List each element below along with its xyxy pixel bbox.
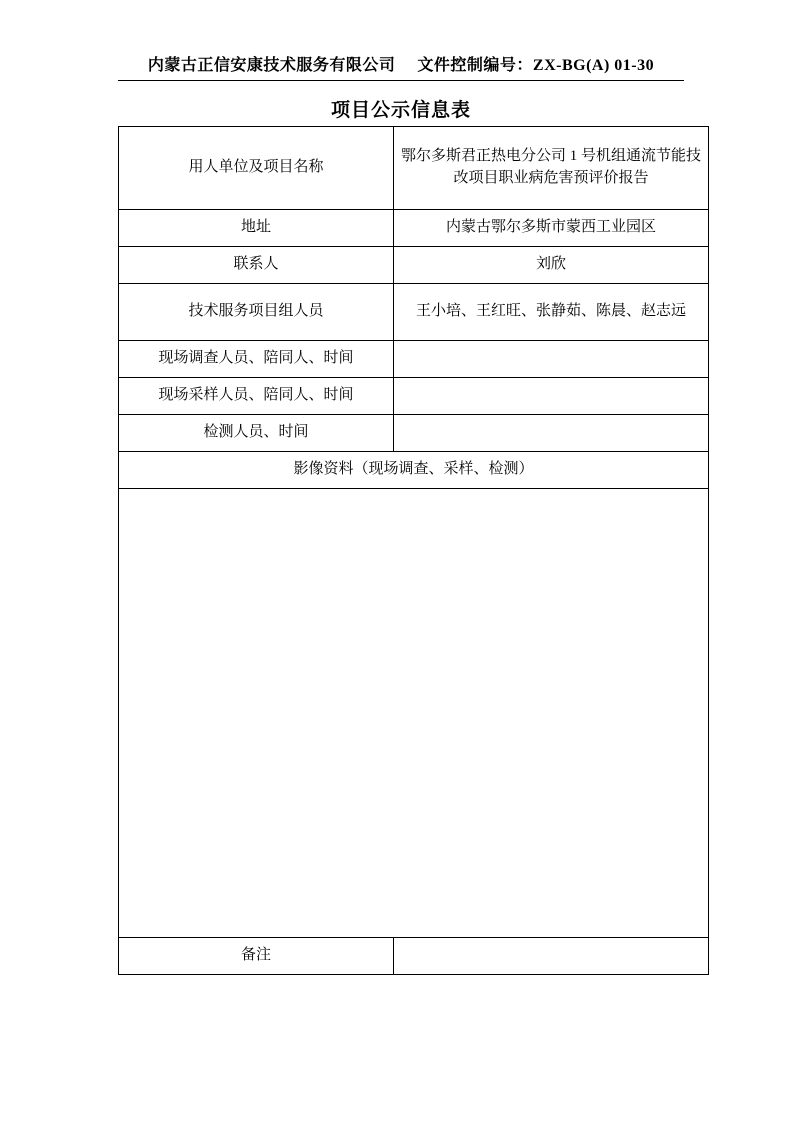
row-label-sampling: 现场采样人员、陪同人、时间 — [119, 378, 394, 415]
page-title: 项目公示信息表 — [330, 100, 471, 121]
remark-label: 备注 — [119, 938, 394, 975]
row-value-contact: 刘欣 — [394, 247, 709, 284]
row-value-team: 王小培、王红旺、张静茹、陈晨、赵志远 — [394, 284, 709, 341]
table-row — [119, 127, 709, 210]
row-label-testing: 检测人员、时间 — [119, 415, 394, 452]
remark-value — [394, 938, 709, 975]
row-label-site-survey: 现场调查人员、陪同人、时间 — [119, 341, 394, 378]
table-row — [119, 210, 709, 247]
row-value-employer-project: 鄂尔多斯君正热电分公司 1 号机组通流节能技改项目职业病危害预评价报告 — [394, 127, 709, 210]
row-label-employer-project: 用人单位及项目名称 — [119, 127, 394, 210]
header-divider — [118, 80, 684, 81]
company-name: 内蒙古正信安康技术服务有限公司 — [147, 57, 396, 74]
table-row-media-body — [119, 489, 709, 938]
row-value-site-survey — [394, 341, 709, 378]
document-control-number: 文件控制编号：ZX-BG(A) 01-30 — [417, 57, 655, 74]
row-value-address: 内蒙古鄂尔多斯市蒙西工业园区 — [394, 210, 709, 247]
row-label-contact: 联系人 — [119, 247, 394, 284]
row-label-address: 地址 — [119, 210, 394, 247]
row-value-testing — [394, 415, 709, 452]
table-row-media-header — [119, 452, 709, 489]
table-row — [119, 247, 709, 284]
media-section-header: 影像资料（现场调查、采样、检测） — [119, 452, 709, 489]
document-header — [118, 52, 684, 75]
table-row — [119, 378, 709, 415]
table-row — [119, 341, 709, 378]
row-value-sampling — [394, 378, 709, 415]
project-info-table — [118, 126, 709, 975]
row-label-team: 技术服务项目组人员 — [119, 284, 394, 341]
media-section-body — [119, 489, 709, 938]
table-row — [119, 284, 709, 341]
table-row-remark — [119, 938, 709, 975]
table-row — [119, 415, 709, 452]
